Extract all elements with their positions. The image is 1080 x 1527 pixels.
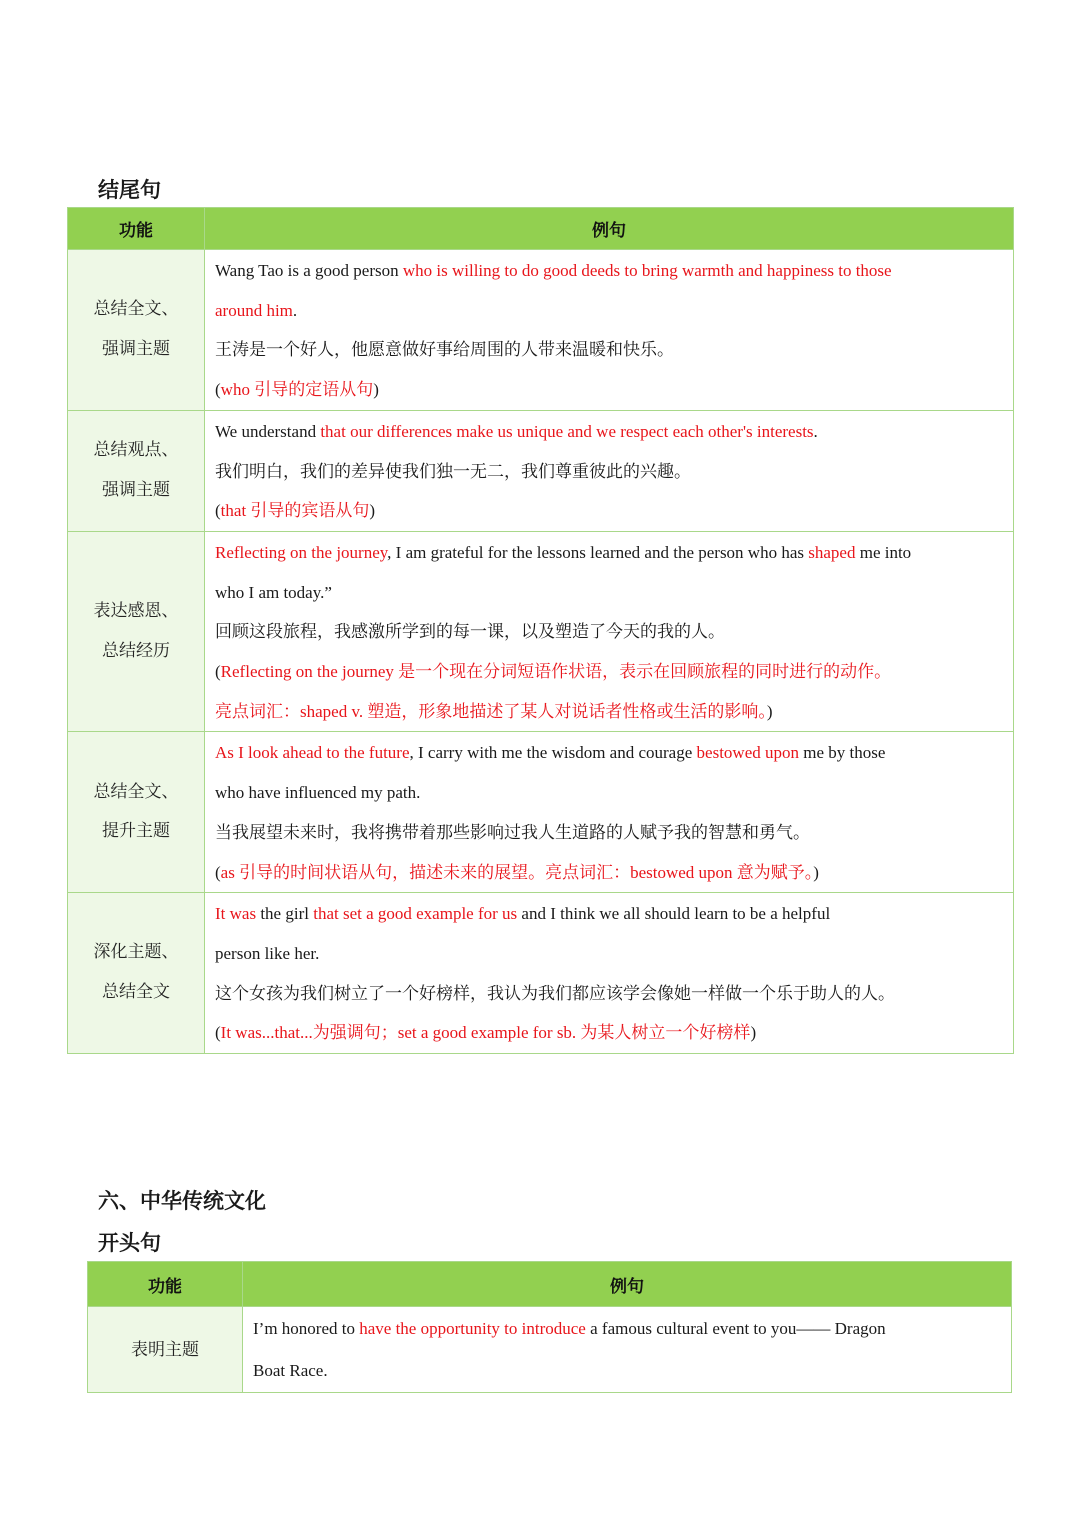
highlighted-text: bestowed upon <box>696 743 799 763</box>
plain-text: ( <box>215 501 221 521</box>
example-line <box>215 452 1003 492</box>
plain-text: 王涛是一个好人，他愿意做好事给周围的人带来温暖和快乐。 <box>215 340 674 360</box>
example-line <box>215 251 1003 291</box>
table-header-row <box>68 208 1014 250</box>
example-line <box>215 773 1003 813</box>
highlighted-text: who 引导的定语从句 <box>220 380 374 400</box>
table-row <box>68 250 1014 411</box>
function-label-line: 表明主题 <box>131 1339 199 1360</box>
function-label-line: 提升主题 <box>102 821 170 842</box>
plain-text: , I carry with me the wisdom and courage <box>409 743 697 763</box>
highlighted-text: It was...that...为强调句；set a good example for sb. 为某人树立一个好榜样 <box>220 1023 751 1043</box>
example-cell <box>205 531 1014 732</box>
plain-text: ) <box>369 501 376 521</box>
highlighted-text: Reflecting on the journey <box>215 542 388 562</box>
function-label-line: 强调主题 <box>102 479 170 500</box>
example-line <box>215 692 1003 732</box>
example-line <box>215 813 1003 853</box>
plain-text: . <box>292 300 298 320</box>
example-line <box>215 853 1003 893</box>
example-cell <box>243 1307 1012 1393</box>
plain-text: a famous cultural event to you—— Dragon <box>585 1319 886 1338</box>
plain-text: ( <box>215 1023 221 1043</box>
highlighted-text: that set a good example for us <box>313 904 518 924</box>
function-label-line: 总结全文 <box>102 982 170 1003</box>
section-heading-opening-sentences: 开头句 <box>98 1231 161 1255</box>
function-cell <box>88 1307 243 1393</box>
plain-text: ) <box>813 862 819 882</box>
table-row <box>88 1307 1012 1393</box>
column-header-example: 例句 <box>243 1262 1012 1307</box>
function-label-line: 总结全文、 <box>93 781 179 802</box>
highlighted-text: who is willing to do good deeds to bring warmth and happiness to those <box>402 261 892 280</box>
plain-text: 这个女孩为我们树立了一个好榜样，我认为我们都应该学会像她一样做一个乐于助人的人。 <box>215 983 895 1003</box>
plain-text: 我们明白，我们的差异使我们独一无二，我们尊重彼此的兴趣。 <box>215 461 691 481</box>
plain-text: and I think we all should learn to be a helpful <box>517 904 831 924</box>
plain-text: ( <box>215 862 221 882</box>
plain-text: I’m honored to <box>253 1319 360 1338</box>
function-cell <box>68 410 205 531</box>
plain-text: , I am grateful for the lessons learned and the person who has <box>387 542 809 562</box>
example-line <box>253 1350 1001 1392</box>
table-row <box>68 410 1014 531</box>
closing-sentences-table <box>67 207 1014 1054</box>
function-cell <box>68 732 205 893</box>
plain-text: person like her. <box>215 943 320 963</box>
plain-text: 回顾这段旅程，我感激所学到的每一课，以及塑造了今天的我的人。 <box>215 622 725 642</box>
highlighted-text: that our differences make us unique and we respect each other's interests <box>320 421 814 441</box>
example-line <box>253 1308 1001 1350</box>
plain-text: Wang Tao is a good person <box>215 261 403 280</box>
plain-text: who I am today.” <box>215 582 332 602</box>
function-label-line: 总结经历 <box>102 640 170 661</box>
example-line <box>215 974 1003 1014</box>
example-line <box>215 733 1003 773</box>
table-row <box>68 732 1014 893</box>
plain-text: . <box>813 421 818 441</box>
highlighted-text: that 引导的宾语从句 <box>220 501 370 521</box>
highlighted-text: 亮点词汇：shaped v. 塑造，形象地描述了某人对说话者性格或生活的影响。 <box>215 701 767 721</box>
function-label-line: 总结观点、 <box>93 440 179 461</box>
plain-text: ) <box>373 380 379 400</box>
highlighted-text: around him <box>215 300 293 320</box>
highlighted-text: have the opportunity to introduce <box>359 1319 586 1338</box>
section-title-chinese-traditional-culture: 六、中华传统文化 <box>98 1189 266 1213</box>
plain-text: 当我展望未来时，我将携带着那些影响过我人生道路的人赋予我的智慧和勇气。 <box>215 822 810 842</box>
function-label-line: 表达感恩、 <box>93 600 179 621</box>
column-header-function: 功能 <box>68 208 205 250</box>
function-cell <box>68 250 205 411</box>
highlighted-text: As I look ahead to the future <box>215 743 410 763</box>
function-cell <box>68 893 205 1054</box>
example-cell <box>205 250 1014 411</box>
table-row <box>68 531 1014 732</box>
column-header-function: 功能 <box>88 1262 243 1307</box>
example-line <box>215 533 1003 573</box>
section-heading-closing-sentences: 结尾句 <box>98 178 161 202</box>
plain-text: ) <box>750 1023 757 1043</box>
example-line <box>215 612 1003 652</box>
plain-text: who have influenced my path. <box>215 783 421 803</box>
plain-text: the girl <box>256 904 314 924</box>
highlighted-text: It was <box>215 904 257 924</box>
example-line <box>215 330 1003 370</box>
example-line <box>215 894 1003 934</box>
example-line <box>215 370 1003 410</box>
function-label-line: 总结全文、 <box>93 299 179 320</box>
example-line <box>215 491 1003 531</box>
function-label-line: 强调主题 <box>102 338 170 359</box>
plain-text: ( <box>215 380 221 400</box>
example-cell <box>205 893 1014 1054</box>
plain-text: ( <box>215 662 221 682</box>
example-line <box>215 1013 1003 1053</box>
highlighted-text: shaped <box>808 542 856 562</box>
example-cell <box>205 410 1014 531</box>
example-cell <box>205 732 1014 893</box>
plain-text: ) <box>766 701 773 721</box>
table-header-row <box>88 1262 1012 1307</box>
plain-text: Boat Race. <box>253 1361 328 1380</box>
column-header-example: 例句 <box>205 208 1014 250</box>
example-line <box>215 291 1003 331</box>
plain-text: We understand <box>215 421 321 441</box>
example-line <box>215 573 1003 613</box>
example-line <box>215 652 1003 692</box>
opening-sentences-table <box>87 1261 1012 1393</box>
table-row <box>68 893 1014 1054</box>
function-cell <box>68 531 205 732</box>
plain-text: me by those <box>799 743 886 763</box>
highlighted-text: Reflecting on the journey 是一个现在分词短语作状语，表示在回顾旅程的同时进行的动作。 <box>220 662 892 682</box>
function-label-line: 深化主题、 <box>93 942 179 963</box>
example-line <box>215 412 1003 452</box>
plain-text: me into <box>855 542 912 562</box>
highlighted-text: as 引导的时间状语从句，描述未来的展望。亮点词汇：bestowed upon 意为赋予。 <box>220 862 814 882</box>
example-line <box>215 934 1003 974</box>
